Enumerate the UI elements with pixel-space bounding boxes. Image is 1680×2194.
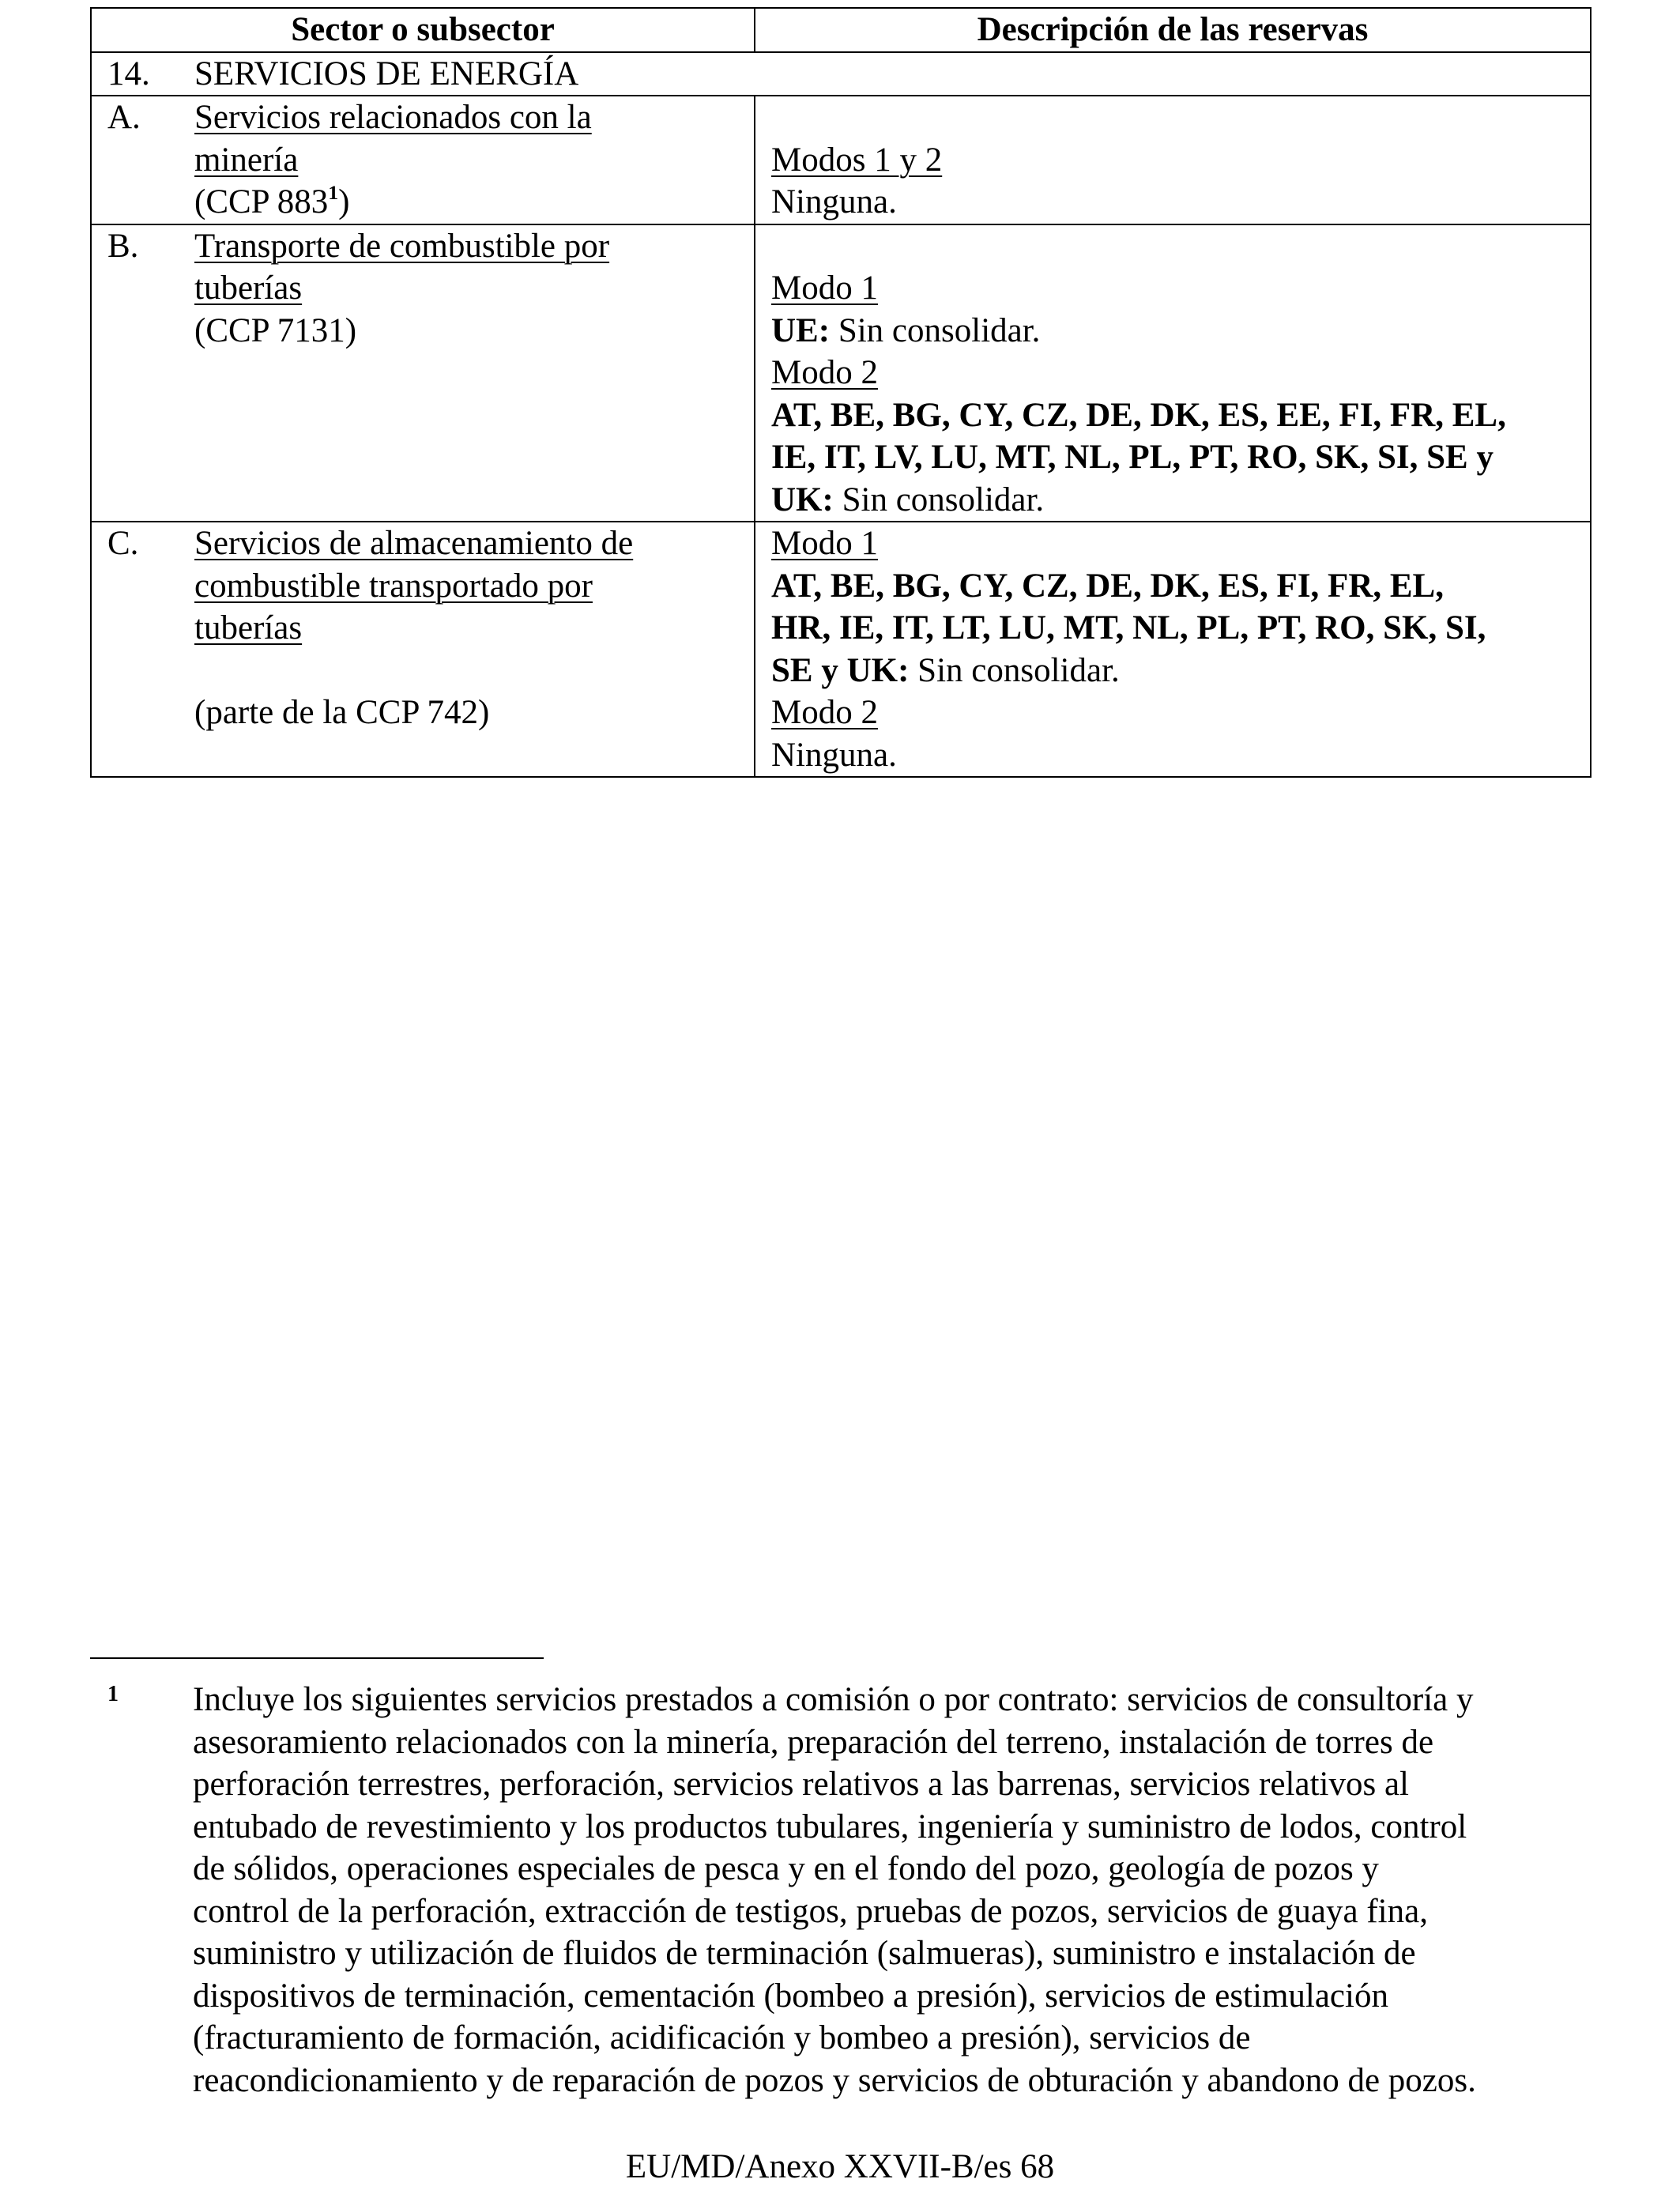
table-row bbox=[91, 96, 1591, 224]
country-codes: UK: bbox=[771, 481, 834, 518]
mode-text: Ninguna. bbox=[771, 183, 897, 221]
sector-name-line: Servicios de almacenamiento de bbox=[194, 525, 634, 562]
mode-text: Sin consolidar. bbox=[833, 481, 1045, 518]
row-letter: C. bbox=[107, 525, 139, 562]
sector-name-line: minería bbox=[194, 141, 299, 179]
sector-name-line: tuberías bbox=[194, 609, 303, 647]
mode-text: Ninguna. bbox=[771, 736, 897, 774]
header-sector: Sector o subsector bbox=[91, 8, 755, 52]
footnote-mark: 1 bbox=[107, 1682, 119, 1706]
sector-cell-b bbox=[91, 224, 755, 522]
mode-text: Sin consolidar. bbox=[909, 651, 1120, 689]
ccp-code: (CCP 7131) bbox=[194, 311, 357, 349]
footnote-line: dispositivos de terminación, cementación (bombeo a presión), servicios de estimulación bbox=[193, 1977, 1388, 2015]
header-description: Descripción de las reservas bbox=[755, 8, 1591, 52]
footnote-line: asesoramiento relacionados con la minería, preparación del terreno, instalación de torres de bbox=[193, 1723, 1434, 1761]
table-row bbox=[91, 224, 1591, 522]
description-cell-a bbox=[755, 96, 1591, 224]
page-footer: EU/MD/Anexo XXVII-B/es 68 bbox=[625, 2148, 1055, 2185]
country-codes: SE y UK: bbox=[771, 651, 910, 689]
ccp-code: (CCP $883^1$) bbox=[194, 180, 350, 221]
footnote-reference[interactable]: 1 bbox=[328, 180, 339, 204]
table-header-row bbox=[91, 8, 1591, 52]
sector-name-line: Transporte de combustible por bbox=[194, 227, 610, 265]
footnote-line: suministro y utilización de fluidos de terminación (salmueras), suministro e instalación de bbox=[193, 1935, 1416, 1972]
footnote-line: (fracturamiento de formación, acidificación y bombeo a presión), servicios de bbox=[193, 2019, 1251, 2056]
mode-heading: Modos 1 y 2 bbox=[771, 141, 943, 179]
footnote-separator bbox=[90, 1657, 544, 1659]
mode-heading: Modo 2 bbox=[771, 694, 878, 731]
sector-cell-c bbox=[91, 522, 755, 777]
sector-name-line: Servicios relacionados con la bbox=[194, 99, 592, 136]
footnote-line: de sólidos, operaciones especiales de pesca y en el fondo del pozo, geología de pozos y bbox=[193, 1850, 1379, 1887]
footnote-line: Incluye los siguientes servicios prestados a comisión o por contrato: servicios de consultoría y bbox=[193, 1681, 1474, 1718]
mode-heading: Modo 1 bbox=[771, 270, 878, 307]
sector-name-line: tuberías bbox=[194, 270, 303, 307]
description-cell-b bbox=[755, 224, 1591, 522]
footnote-text bbox=[193, 1679, 1678, 2102]
description-cell-c bbox=[755, 522, 1591, 777]
ccp-code: (parte de la CCP 742) bbox=[194, 694, 490, 731]
footnote-line: reacondicionamiento y de reparación de pozos y servicios de obturación y abandono de pozos. bbox=[193, 2061, 1476, 2099]
sector-cell-a bbox=[91, 96, 755, 224]
row-letter: A. bbox=[107, 99, 141, 136]
country-codes: IE, IT, LV, LU, MT, NL, PL, PT, RO, SK, SI, SE y bbox=[771, 439, 1494, 476]
section-title: SERVICIOS DE ENERGÍA bbox=[194, 55, 579, 92]
footnote-line: entubado de revestimiento y los productos tubulares, ingeniería y suministro de lodos, control bbox=[193, 1808, 1467, 1845]
country-codes: AT, BE, BG, CY, CZ, DE, DK, ES, FI, FR, EL, bbox=[771, 567, 1444, 605]
section-title-cell bbox=[91, 52, 1591, 96]
mode-heading: Modo 1 bbox=[771, 525, 878, 562]
mode-heading: Modo 2 bbox=[771, 354, 878, 391]
section-row bbox=[91, 52, 1591, 96]
footnote-line: perforación terrestres, perforación, servicios relativos a las barrenas, servicios relativos al bbox=[193, 1766, 1409, 1803]
mode-text: Sin consolidar. bbox=[830, 311, 1041, 349]
country-codes: UE: bbox=[771, 311, 831, 349]
row-letter: B. bbox=[107, 227, 139, 265]
country-codes: AT, BE, BG, CY, CZ, DE, DK, ES, EE, FI, FR, EL, bbox=[771, 396, 1506, 434]
table-row bbox=[91, 522, 1591, 777]
reservations-table bbox=[90, 7, 1591, 778]
section-number: 14. bbox=[107, 55, 150, 92]
country-codes: HR, IE, IT, LT, LU, MT, NL, PL, PT, RO, SK, SI, bbox=[771, 609, 1486, 647]
sector-name-line: combustible transportado por bbox=[194, 567, 593, 605]
footnote-line: control de la perforación, extracción de testigos, pruebas de pozos, servicios de guaya fina, bbox=[193, 1892, 1428, 1930]
